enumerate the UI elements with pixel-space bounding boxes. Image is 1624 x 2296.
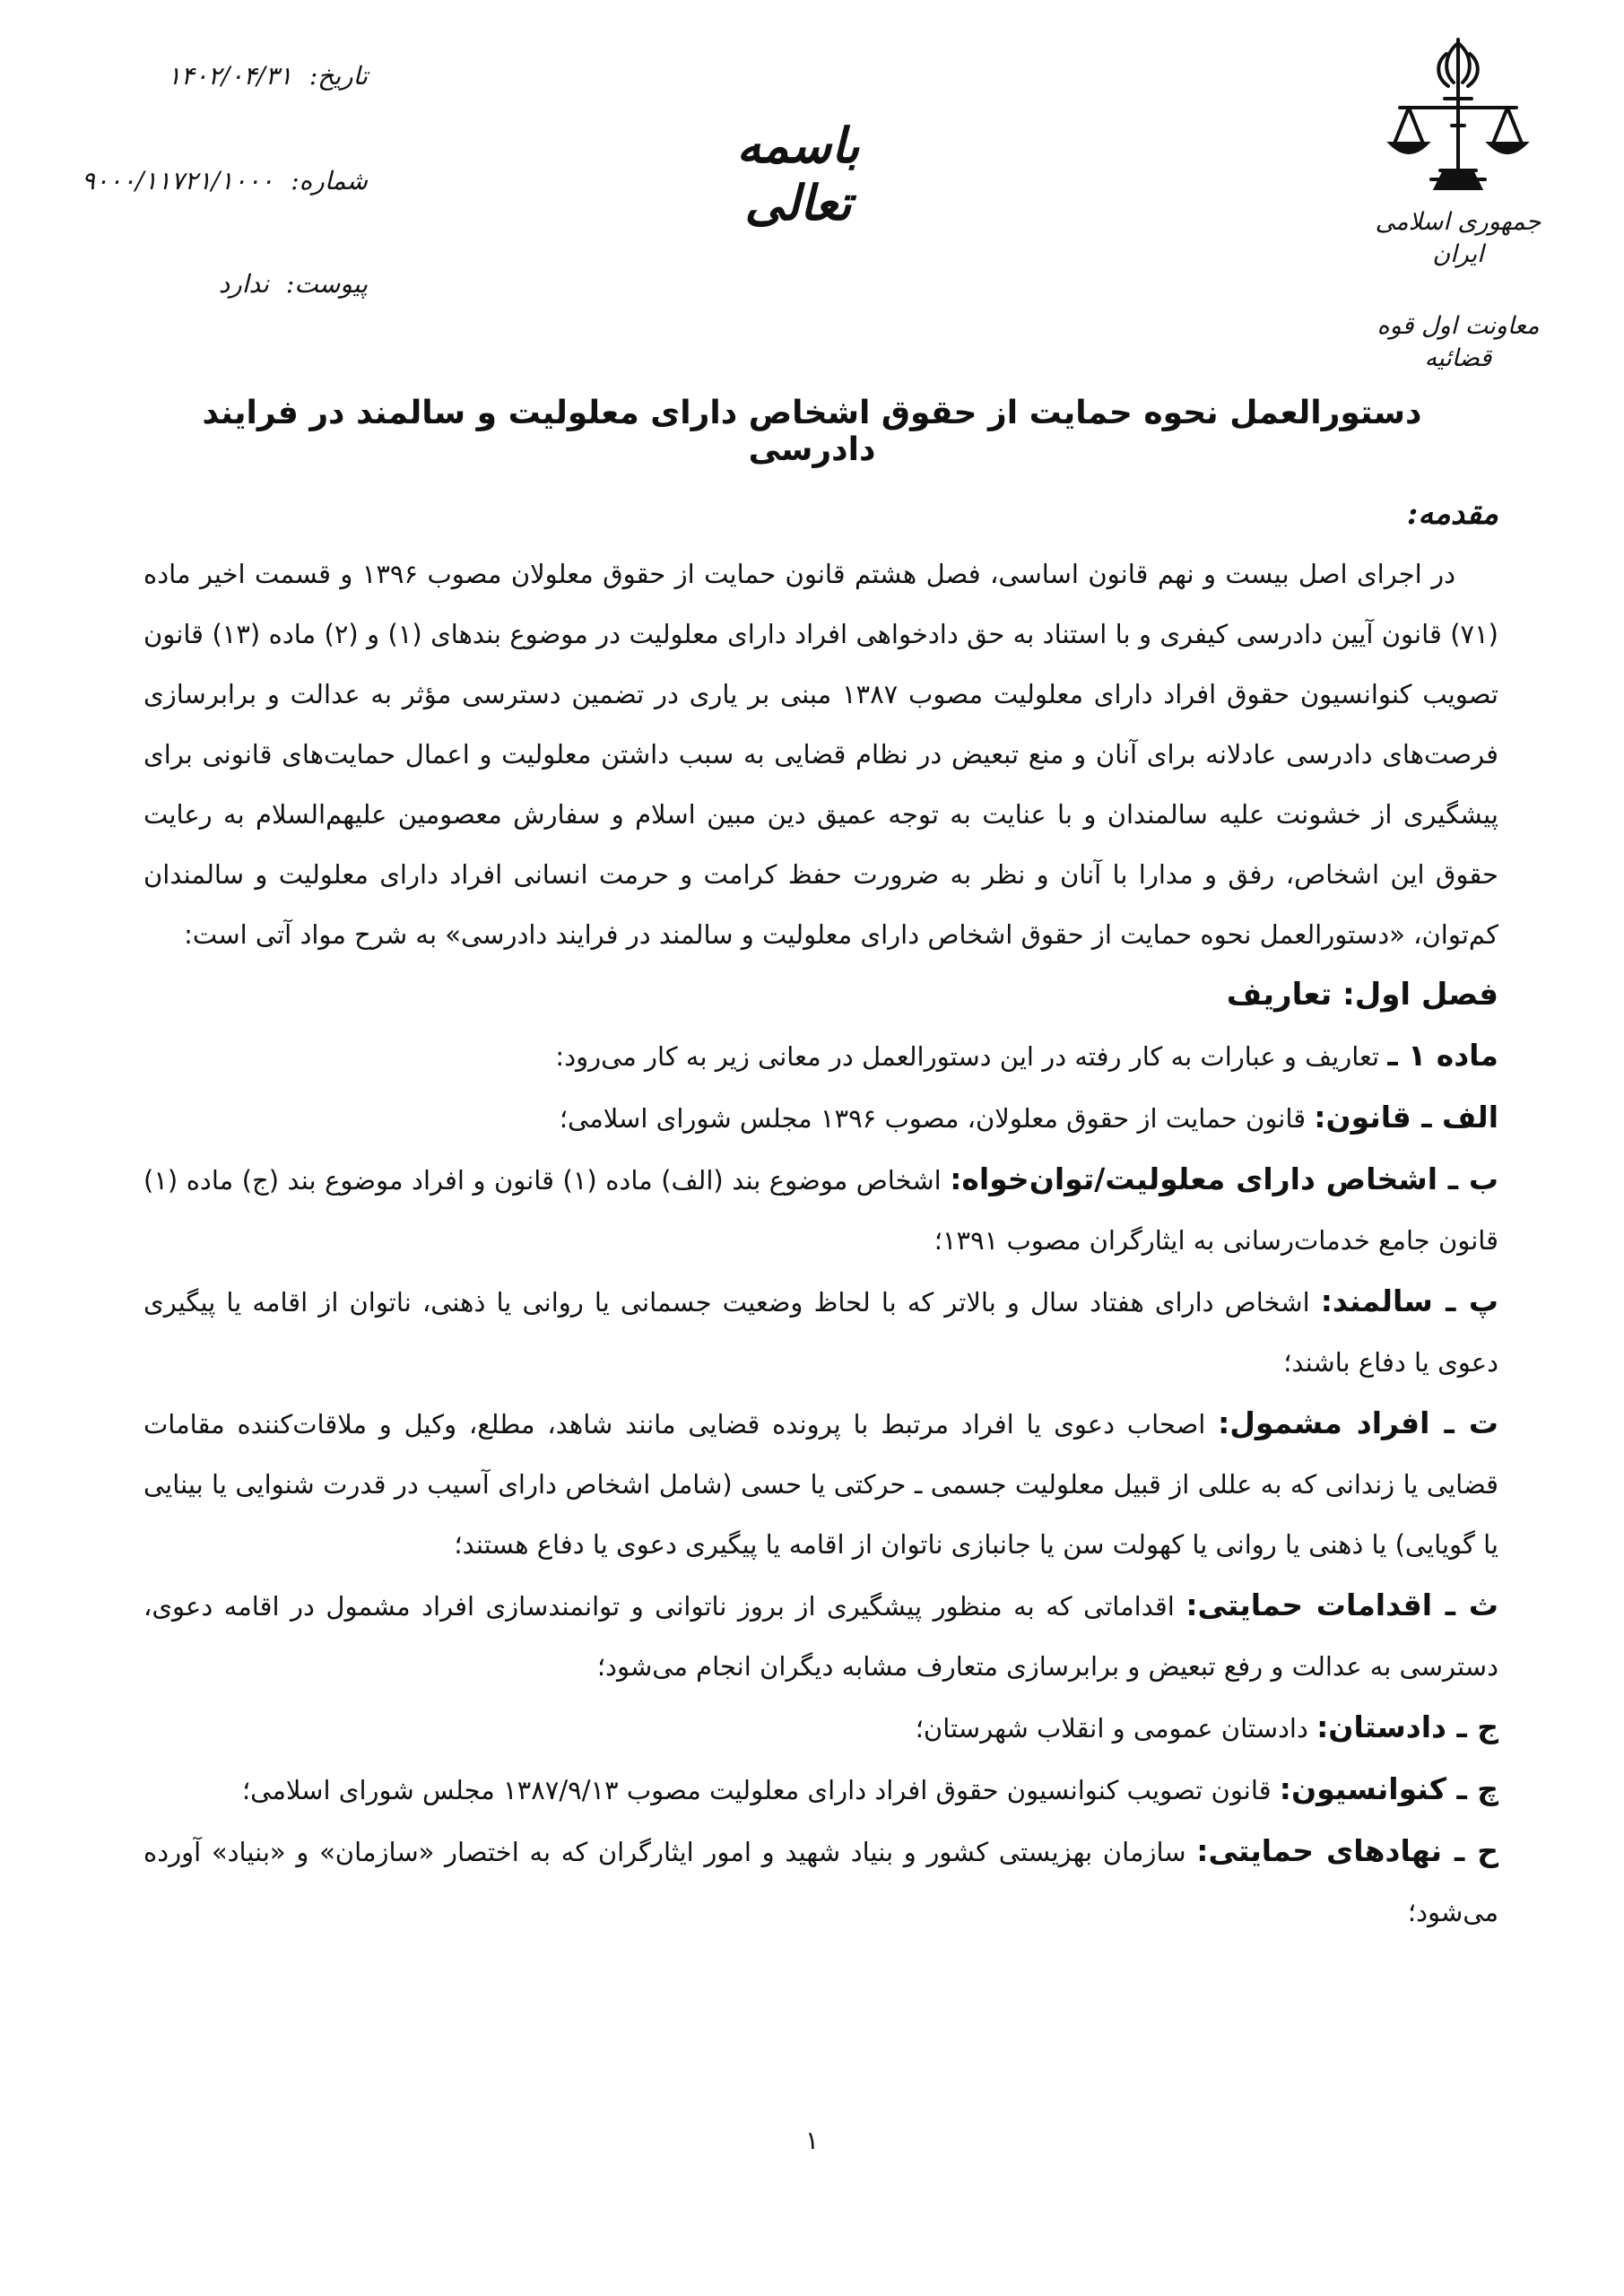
letter-number <box>81 166 368 196</box>
intro-paragraph: در اجرای اصل بیست و نهم قانون اساسی، فصل هشتم قانون حمایت از حقوق معلولان مصوب ۱۳۹۶ و قسمت اخیر ماده (۷۱) قانون آیین دادرسی کیفری و با استناد به حق دادخواهی افراد دارای معلولیت در موضوع بندهای (۱) و (۲) ماده (۱۳) قانون تصویب کنوانسیون حقوق افراد دارای معلولیت مصوب ۱۳۸۷ مبنی بر یاری در تضمین دسترسی مؤثر به عدالت و برابرسازی فرصت‌های دادرسی عادلانه برای آنان و منع تبعیض در نظام قضایی به سبب داشتن معلولیت و اعمال حمایت‌های قانونی برای پیشگیری از خشونت علیه سالمندان و با عنایت به توجه عمیق دین مبین اسلام و سفارش معصومین علیهم‌السلام به رعایت حقوق این اشخاص، رفق و مدارا با آنان و نظر به ضرورت حفظ کرامت و حرمت انسانی افراد دارای معلولیت و سالمندان کم‌توان، «دستورالعمل نحوه حمایت از حقوق اشخاص دارای معلولیت و سالمند در فرایند دادرسی» به شرح مواد آتی است: <box>143 559 1498 950</box>
document-title: دستورالعمل نحوه حمایت از حقوق اشخاص دارای معلولیت و سالمند در فرایند دادرسی <box>202 395 1422 468</box>
definition-item <box>143 1759 1498 1821</box>
emblem-country-name: جمهوری اسلامی ایران <box>1375 208 1541 268</box>
emblem-office-name: معاونت اول قوه قضائیه <box>1376 312 1540 372</box>
letter-date <box>108 61 368 91</box>
definition-label: پ ـ سالمند: <box>1320 1283 1498 1318</box>
number-value: ۹۰۰۰/۱۱۷۲۱/۱۰۰۰ <box>81 166 274 196</box>
definition-text: اصحاب دعوی یا افراد مرتبط با پرونده قضایی مانند شاهد، مطلع، وکیل و ملاقات‌کننده مقامات قضایی یا زندانی که به عللی از قبیل معلولیت جسمی ـ حرکتی یا حسی (شامل اشخاص دارای آسیب در قدرت شنوایی یا بینایی یا گویایی) یا ذهنی یا روانی یا کهولت سن یا جانبازی ناتوان از اقامه یا پیگیری دعوی یا دفاع هستند؛ <box>143 1409 1498 1560</box>
attachment-label: پیوست: <box>285 269 368 299</box>
definition-text: اشخاص موضوع بند (الف) ماده (۱) قانون و افراد موضوع بند (ج) ماده (۱) قانون جامع خدمات‌رسانی به ایثارگران مصوب ۱۳۹۱؛ <box>143 1165 1498 1256</box>
definition-label: چ ـ کنوانسیون: <box>1279 1771 1498 1806</box>
definition-label: ب ـ اشخاص دارای معلولیت/توان‌خواه: <box>950 1161 1498 1196</box>
attachment-value: ندارد <box>218 269 269 299</box>
definition-text: اقداماتی که به منظور پیشگیری از بروز ناتوانی و توانمندسازی افراد مشمول در اقامه دعوی، دسترسی به عدالت و رفع تبعیض و برابرسازی متعارف مشابه دیگران انجام می‌شود؛ <box>143 1591 1498 1682</box>
document-body <box>143 484 1498 1943</box>
date-value: ۱۴۰۲/۰۴/۳۱ <box>167 61 292 91</box>
basmala-heading: باسمه تعالی <box>736 117 860 231</box>
definition-text: دادستان عمومی و انقلاب شهرستان؛ <box>915 1713 1308 1744</box>
letterhead-emblem <box>1355 36 1561 375</box>
definition-item <box>143 1087 1498 1149</box>
definition-item <box>143 1575 1498 1697</box>
definition-item <box>143 1697 1498 1759</box>
definition-label: الف ـ قانون: <box>1314 1100 1498 1135</box>
definition-item <box>143 1393 1498 1575</box>
definition-text: اشخاص دارای هفتاد سال و بالاتر که با لحاظ وضعیت جسمانی یا روانی یا ذهنی، ناتوان از اقامه یا پیگیری دعوی یا دفاع باشند؛ <box>143 1287 1498 1378</box>
definition-text: سازمان بهزیستی کشور و بنیاد شهید و امور ایثارگران که به اختصار «سازمان» و «بنیاد» آورده می‌شود؛ <box>143 1837 1498 1927</box>
definition-item <box>143 1149 1498 1271</box>
intro-heading: مقدمه: <box>1406 496 1498 532</box>
letter-attachment <box>108 269 368 299</box>
definition-item <box>143 1821 1498 1943</box>
definition-label: ح ـ نهادهای حمایتی: <box>1196 1833 1499 1868</box>
chapter-heading: فصل اول: تعاریف <box>1226 977 1498 1013</box>
judiciary-scales-icon <box>1382 36 1534 197</box>
definition-label: ت ـ افراد مشمول: <box>1218 1405 1498 1440</box>
definition-text: قانون حمایت از حقوق معلولان، مصوب ۱۳۹۶ مجلس شورای اسلامی؛ <box>559 1103 1307 1134</box>
article-1-label: ماده ۱ ـ <box>1387 1038 1498 1073</box>
definition-label: ج ـ دادستان: <box>1316 1709 1498 1744</box>
number-label: شماره: <box>291 166 368 196</box>
article-1-text: تعاریف و عبارات به کار رفته در این دستورالعمل در معانی زیر به کار می‌رود: <box>555 1041 1380 1072</box>
date-label: تاریخ: <box>308 61 368 91</box>
definition-item <box>143 1271 1498 1393</box>
article-1 <box>143 1025 1498 1087</box>
page-number: ۱ <box>804 2126 820 2155</box>
definition-text: قانون تصویب کنوانسیون حقوق افراد دارای معلولیت مصوب ۱۳۸۷/۹/۱۳ مجلس شورای اسلامی؛ <box>241 1775 1272 1805</box>
definition-label: ث ـ اقدامات حمایتی: <box>1185 1587 1498 1622</box>
